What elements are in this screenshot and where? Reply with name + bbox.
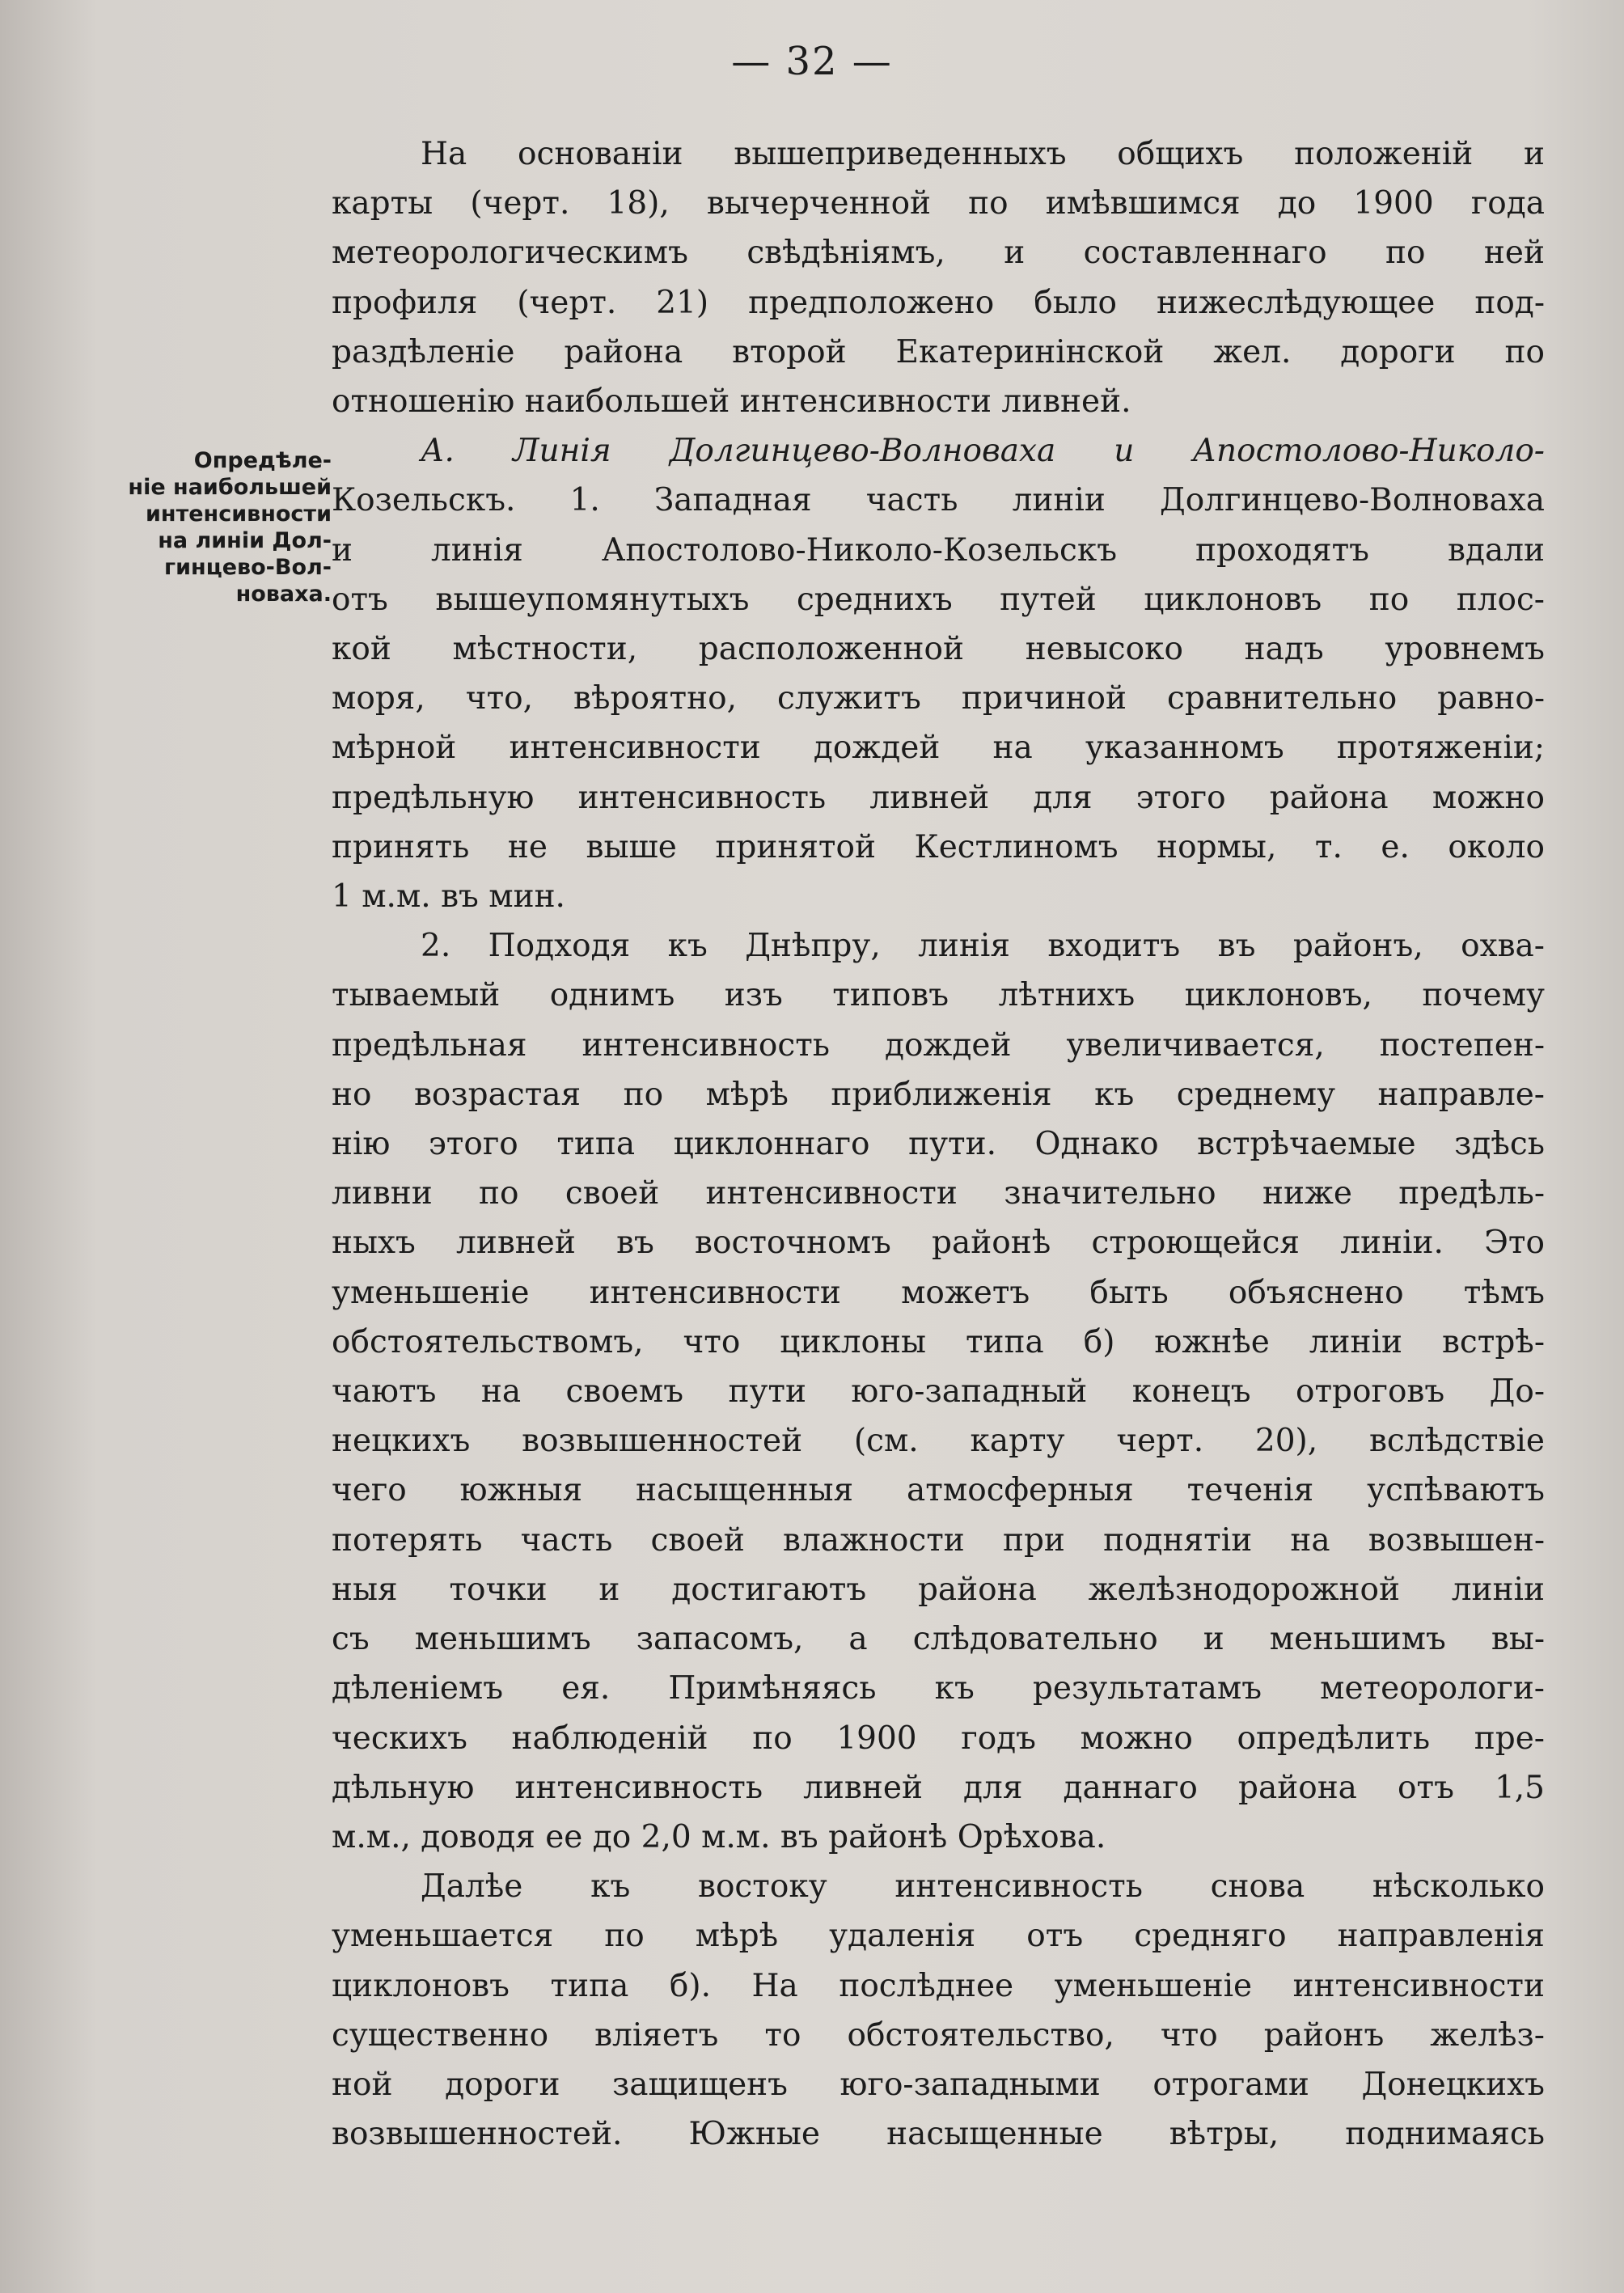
- body-text: [332, 129, 1545, 2159]
- text-line: 2. Подходя къ Днѣпру, линія входитъ въ районъ, охва-: [421, 928, 1545, 965]
- text-line: предѣльную интенсивность ливней для этого района можно: [332, 779, 1545, 816]
- text-line: возвышенностей. Южные насыщенные вѣтры, поднимаясь: [332, 2116, 1545, 2153]
- text-line: На основаніи вышеприведенныхъ общихъ положеній и: [421, 136, 1545, 172]
- text-line: мѣрной интенсивности дождей на указанномъ протяженіи;: [332, 730, 1545, 767]
- text-line: раздѣленіе района второй Екатеринінской жел. дороги по: [332, 333, 1545, 370]
- text-line: 1 м.м. въ мин.: [332, 878, 565, 916]
- text-line: отъ вышеупомянутыхъ среднихъ путей циклоновъ по плос-: [332, 581, 1545, 618]
- margin-note-line: на линіи Дол-: [158, 528, 332, 553]
- margin-note-line: Опредѣле-: [193, 448, 332, 473]
- text-line: м.м., доводя ее до 2,0 м.м. въ районѣ Орѣхова.: [332, 1818, 1106, 1855]
- text-line: ной дороги защищенъ юго-западными отрогами Донецкихъ: [332, 2066, 1545, 2103]
- section-heading: А. Линія Долгинцево-Волноваха и Апостолово-Николо-: [421, 433, 1545, 470]
- text-line: потерять часть своей влажности при поднятіи на возвышен-: [332, 1521, 1545, 1559]
- text-line: уменьшеніе интенсивности можетъ быть объяснено тѣмъ: [332, 1274, 1545, 1311]
- page-number: — 32 —: [731, 39, 893, 84]
- text-line: обстоятельствомъ, что циклоны типа б) южнѣе линіи встрѣ-: [332, 1323, 1545, 1360]
- text-line: тываемый однимъ изъ типовъ лѣтнихъ циклоновъ, почему: [332, 977, 1545, 1014]
- text-line: нецкихъ возвышенностей (см. карту черт. 20), вслѣдствіе: [332, 1423, 1545, 1460]
- text-line: ныхъ ливней въ восточномъ районѣ строющейся линіи. Это: [332, 1225, 1545, 1262]
- text-line: моря, что, вѣроятно, служитъ причиной сравнительно равно-: [332, 680, 1545, 717]
- text-line: Далѣе къ востоку интенсивность снова нѣсколько: [421, 1868, 1545, 1906]
- text-line: съ меньшимъ запасомъ, а слѣдовательно и меньшимъ вы-: [332, 1621, 1545, 1658]
- text-line: и линія Апостолово-Николо-Козельскъ проходятъ вдали: [332, 531, 1545, 569]
- text-line: но возрастая по мѣрѣ приближенія къ среднему направле-: [332, 1076, 1545, 1113]
- margin-note-line: ніе наибольшей: [128, 475, 332, 500]
- margin-note: [121, 447, 332, 607]
- text-line: чаютъ на своемъ пути юго-западный конецъ отроговъ До-: [332, 1373, 1545, 1411]
- text-line: отношенію наибольшей интенсивности ливней.: [332, 383, 1131, 421]
- text-line: существенно вліяетъ то обстоятельство, что районъ желѣз-: [332, 2016, 1545, 2054]
- text-line: циклоновъ типа б). На послѣднее уменьшеніе интенсивности: [332, 1967, 1545, 2004]
- text-line: предѣльная интенсивность дождей увеличивается, постепен-: [332, 1026, 1545, 1064]
- text-line: уменьшается по мѣрѣ удаленія отъ средняго направленія: [332, 1918, 1545, 1955]
- paragraph-3: [332, 921, 1545, 1862]
- text-line: ныя точки и достигаютъ района желѣзнодорожной линіи: [332, 1571, 1545, 1608]
- margin-note-line: интенсивности: [146, 501, 332, 527]
- margin-note-line: новаха.: [235, 582, 332, 607]
- text-line: нію этого типа циклоннаго пути. Однако встрѣчаемые здѣсь: [332, 1126, 1545, 1163]
- text-line: метеорологическимъ свѣдѣніямъ, и составленнаго по ней: [332, 235, 1545, 272]
- text-line: профиля (черт. 21) предположено было нижеслѣдующее под-: [332, 284, 1545, 321]
- margin-note-line: гинцево-Вол-: [164, 555, 332, 580]
- paragraph-1: [332, 129, 1545, 426]
- text-line: кой мѣстности, расположенной невысоко надъ уровнемъ: [332, 631, 1545, 668]
- text-line: ливни по своей интенсивности значительно ниже предѣль-: [332, 1175, 1545, 1212]
- text-line: принять не выше принятой Кестлиномъ нормы, т. е. около: [332, 828, 1545, 865]
- paragraph-2: [332, 426, 1545, 921]
- text-line: ческихъ наблюденій по 1900 годъ можно опредѣлить пре-: [332, 1720, 1545, 1757]
- text-line: дѣленіемъ ея. Примѣняясь къ результатамъ метеорологи-: [332, 1670, 1545, 1707]
- paragraph-4: [332, 1862, 1545, 2159]
- text-line: карты (черт. 18), вычерченной по имѣвшимся до 1900 года: [332, 185, 1545, 222]
- text-line: дѣльную интенсивность ливней для даннаго района отъ 1,5: [332, 1769, 1545, 1806]
- text-line: Козельскъ. 1. Западная часть линіи Долгинцево-Волноваха: [332, 482, 1545, 519]
- text-line: чего южныя насыщенныя атмосферныя теченія успѣваютъ: [332, 1472, 1545, 1509]
